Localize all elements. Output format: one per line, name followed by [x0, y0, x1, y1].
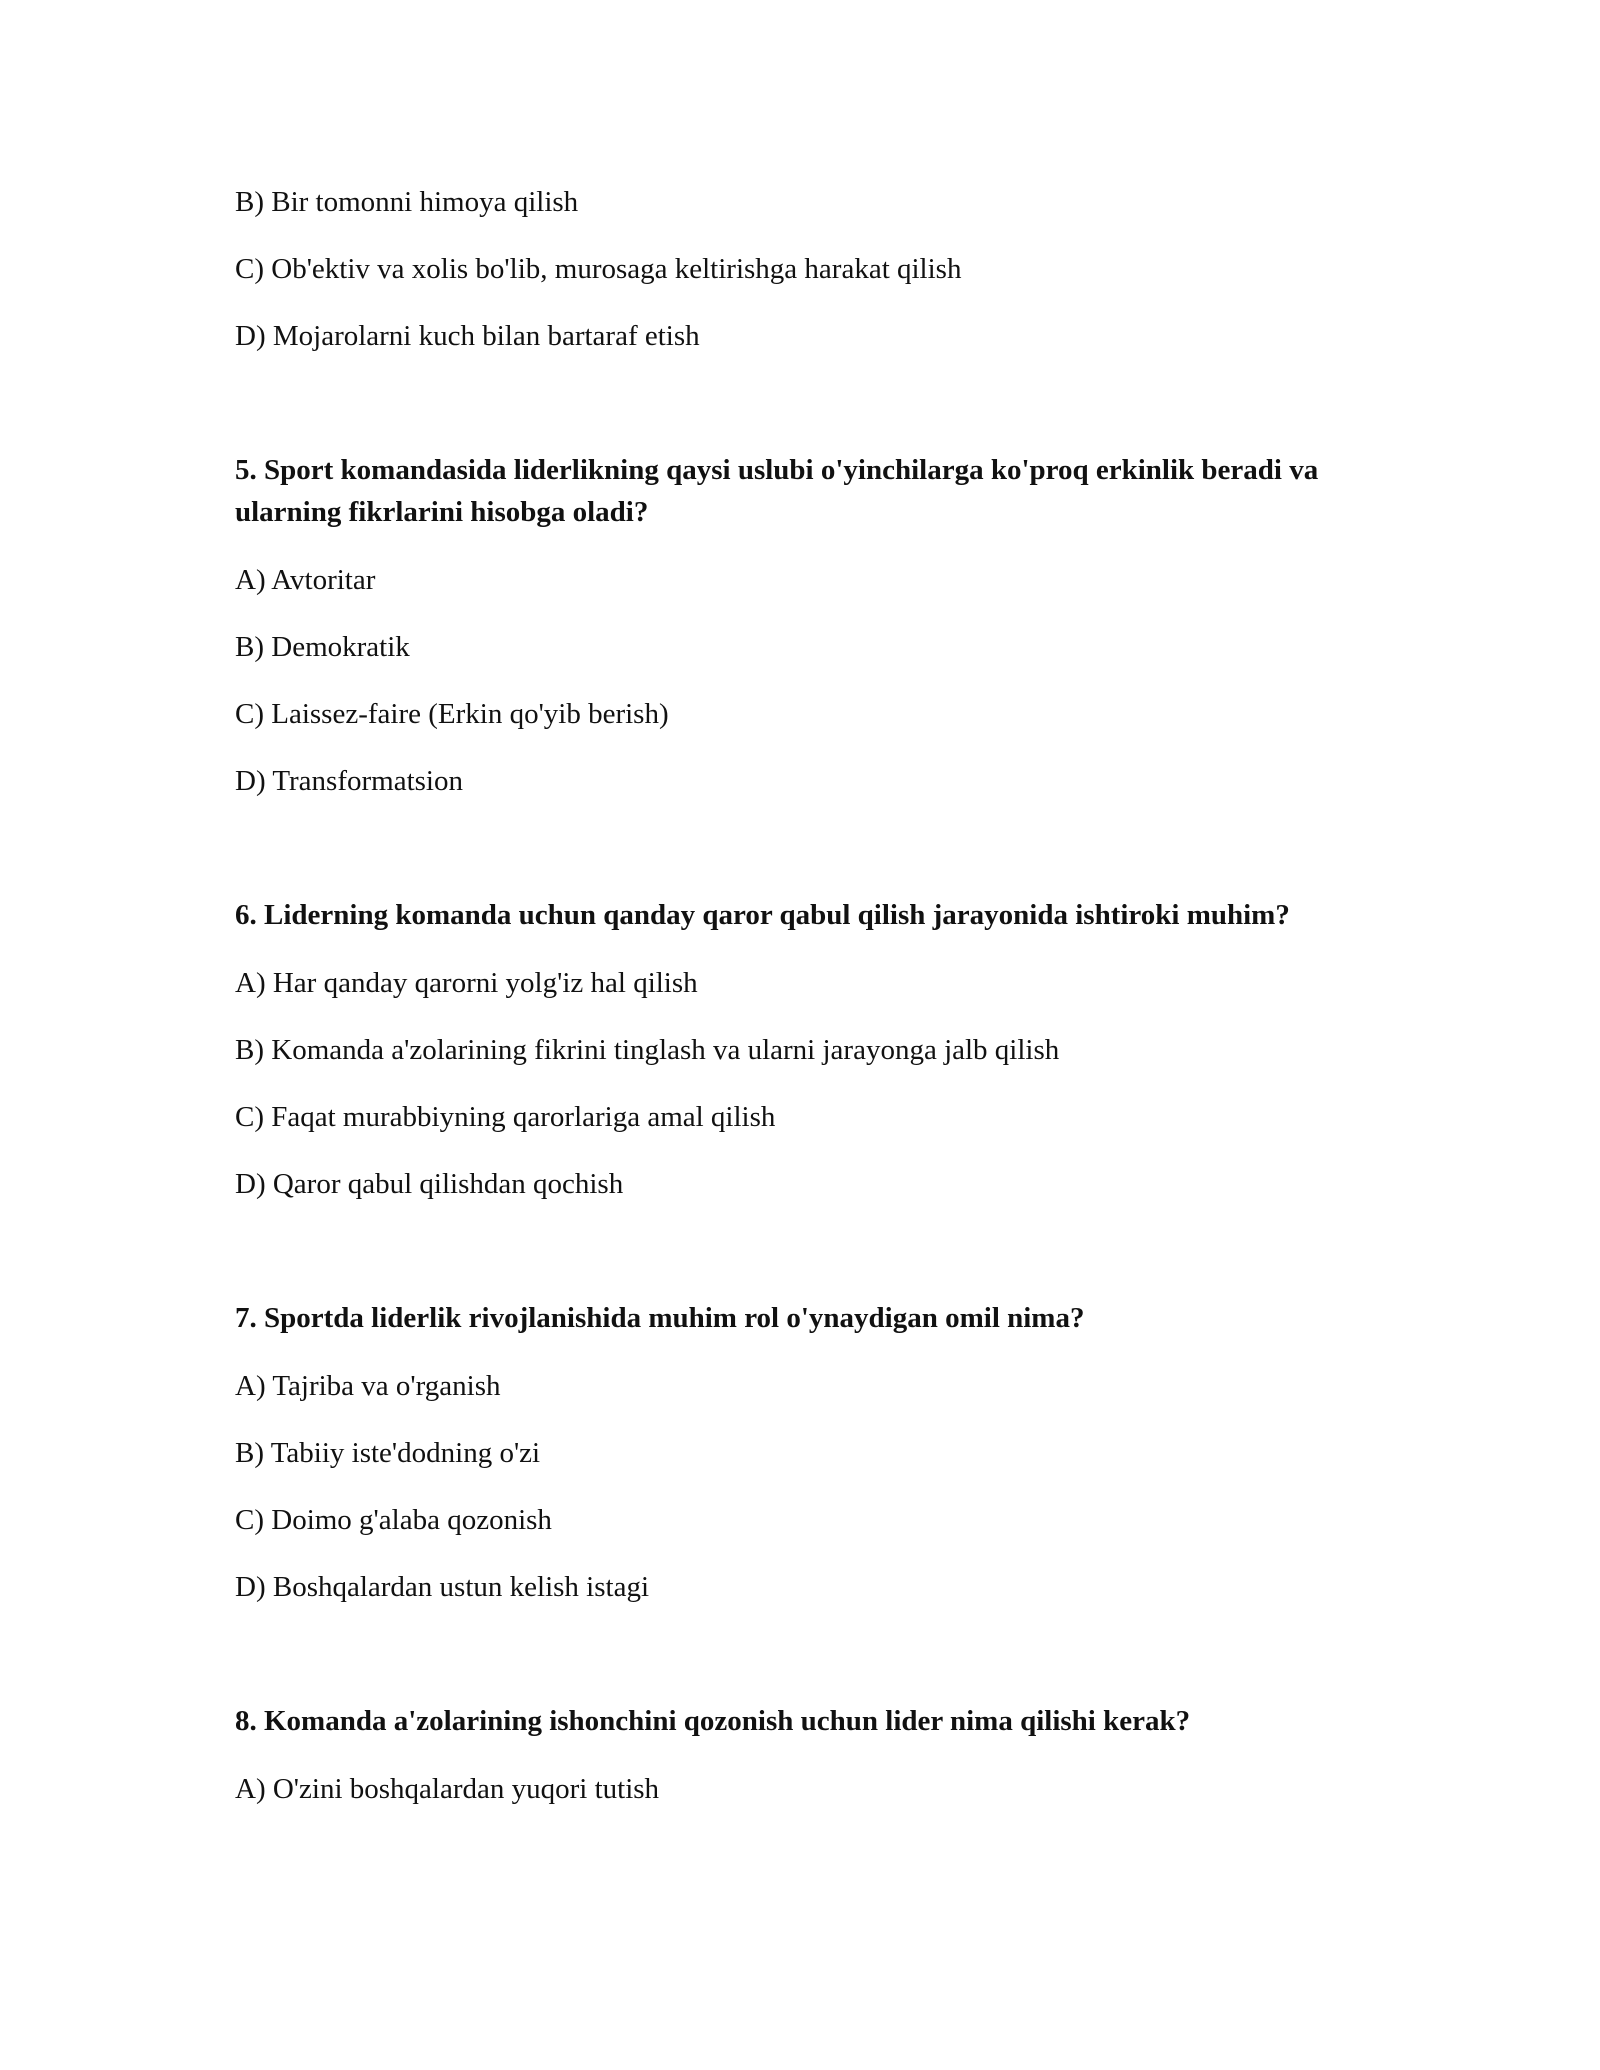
answer-option: C) Ob'ektiv va xolis bo'lib, murosaga keltirishga harakat qilish: [235, 253, 962, 285]
answer-option: C) Doimo g'alaba qozonish: [235, 1504, 552, 1536]
answer-option: B) Komanda a'zolarining fikrini tinglash va ularni jarayonga jalb qilish: [235, 1034, 1060, 1066]
answer-option: C) Laissez-faire (Erkin qo'yib berish): [235, 698, 669, 730]
answer-option: A) Tajriba va o'rganish: [235, 1370, 501, 1402]
answer-option: D) Boshqalardan ustun kelish istagi: [235, 1571, 650, 1603]
answer-option: B) Bir tomonni himoya qilish: [235, 186, 579, 218]
quiz-content: [235, 182, 1365, 1836]
question-6: [235, 894, 1365, 1204]
question-text: 5. Sport komandasida liderlikning qaysi uslubi o'yinchilarga ko'proq erkinlik beradi va ularning fikrlarini hisobga oladi?: [235, 454, 1319, 528]
question-text: 8. Komanda a'zolarining ishonchini qozonish uchun lider nima qilishi kerak?: [235, 1705, 1191, 1737]
answer-option: B) Demokratik: [235, 631, 410, 663]
answer-option: D) Qaror qabul qilishdan qochish: [235, 1168, 624, 1200]
answer-option: D) Mojarolarni kuch bilan bartaraf etish: [235, 320, 700, 352]
answer-option: B) Tabiiy iste'dodning o'zi: [235, 1437, 541, 1469]
continued-options: [235, 182, 1365, 356]
answer-option: A) Avtoritar: [235, 564, 376, 596]
question-7: [235, 1297, 1365, 1607]
question-text: 6. Liderning komanda uchun qanday qaror qabul qilish jarayonida ishtiroki muhim?: [235, 899, 1290, 931]
question-5: [235, 449, 1365, 801]
answer-option: C) Faqat murabbiyning qarorlariga amal qilish: [235, 1101, 776, 1133]
answer-option: A) Har qanday qarorni yolg'iz hal qilish: [235, 967, 698, 999]
question-8: [235, 1700, 1365, 1809]
answer-option: A) O'zini boshqalardan yuqori tutish: [235, 1773, 660, 1805]
answer-option: D) Transformatsion: [235, 765, 463, 797]
question-text: 7. Sportda liderlik rivojlanishida muhim rol o'ynaydigan omil nima?: [235, 1302, 1085, 1334]
